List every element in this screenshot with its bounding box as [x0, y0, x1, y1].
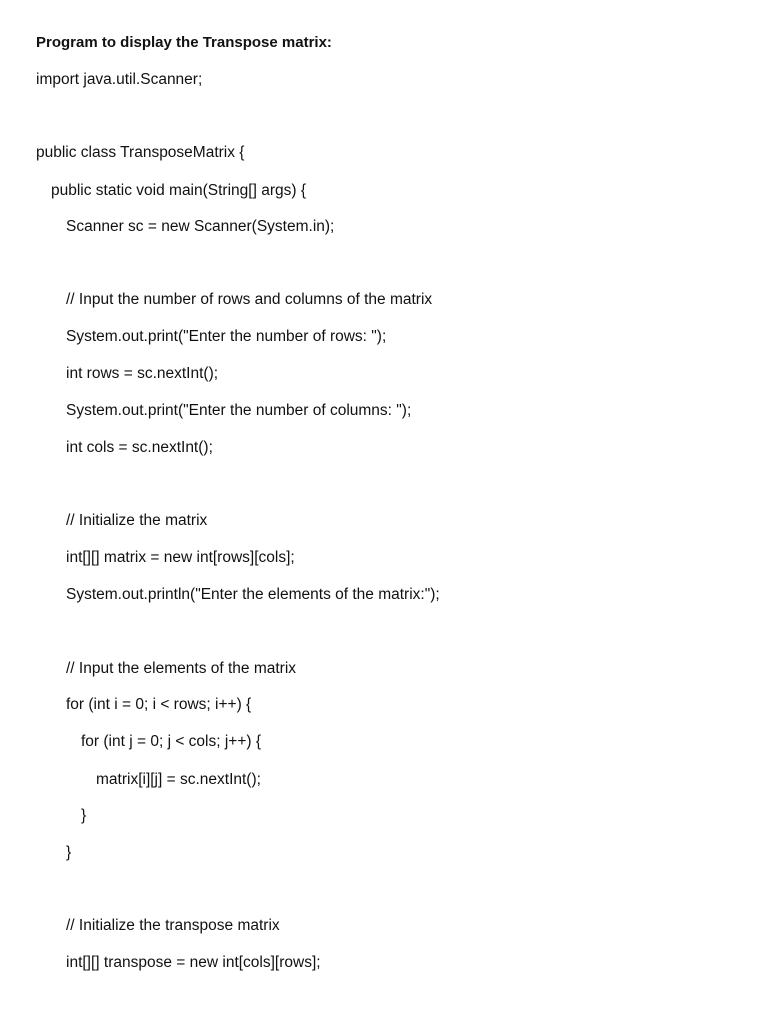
code-line-print-rows: System.out.print("Enter the number of rows: "); — [66, 328, 387, 345]
code-line-print-enter-elements: System.out.println("Enter the elements of the matrix:"); — [66, 586, 440, 603]
code-line-transpose-declaration: int[][] transpose = new int[cols][rows]; — [66, 954, 321, 971]
code-line-comment-init-matrix: // Initialize the matrix — [66, 512, 208, 529]
code-line-inner-for-loop: for (int j = 0; j < cols; j++) { — [81, 733, 262, 750]
code-line-class-declaration: public class TransposeMatrix { — [36, 144, 245, 161]
document-heading: Program to display the Transpose matrix: — [36, 34, 332, 51]
code-line-read-rows: int rows = sc.nextInt(); — [66, 365, 219, 382]
code-line-comment-input-elements: // Input the elements of the matrix — [66, 660, 297, 677]
code-line-print-columns: System.out.print("Enter the number of columns: "); — [66, 402, 412, 419]
code-line-comment-init-transpose: // Initialize the transpose matrix — [66, 917, 280, 934]
code-line-read-element: matrix[i][j] = sc.nextInt(); — [96, 771, 261, 788]
code-line-close-inner-loop: } — [81, 807, 87, 824]
code-line-matrix-declaration: int[][] matrix = new int[rows][cols]; — [66, 549, 295, 566]
code-line-close-outer-loop: } — [66, 844, 72, 861]
code-line-read-columns: int cols = sc.nextInt(); — [66, 439, 213, 456]
code-line-main-method: public static void main(String[] args) { — [51, 182, 306, 199]
code-line-outer-for-loop: for (int i = 0; i < rows; i++) { — [66, 696, 252, 713]
code-line-import: import java.util.Scanner; — [36, 71, 203, 88]
code-line-scanner-init: Scanner sc = new Scanner(System.in); — [66, 218, 335, 235]
code-line-comment-input-dimensions: // Input the number of rows and columns of the matrix — [66, 291, 433, 308]
